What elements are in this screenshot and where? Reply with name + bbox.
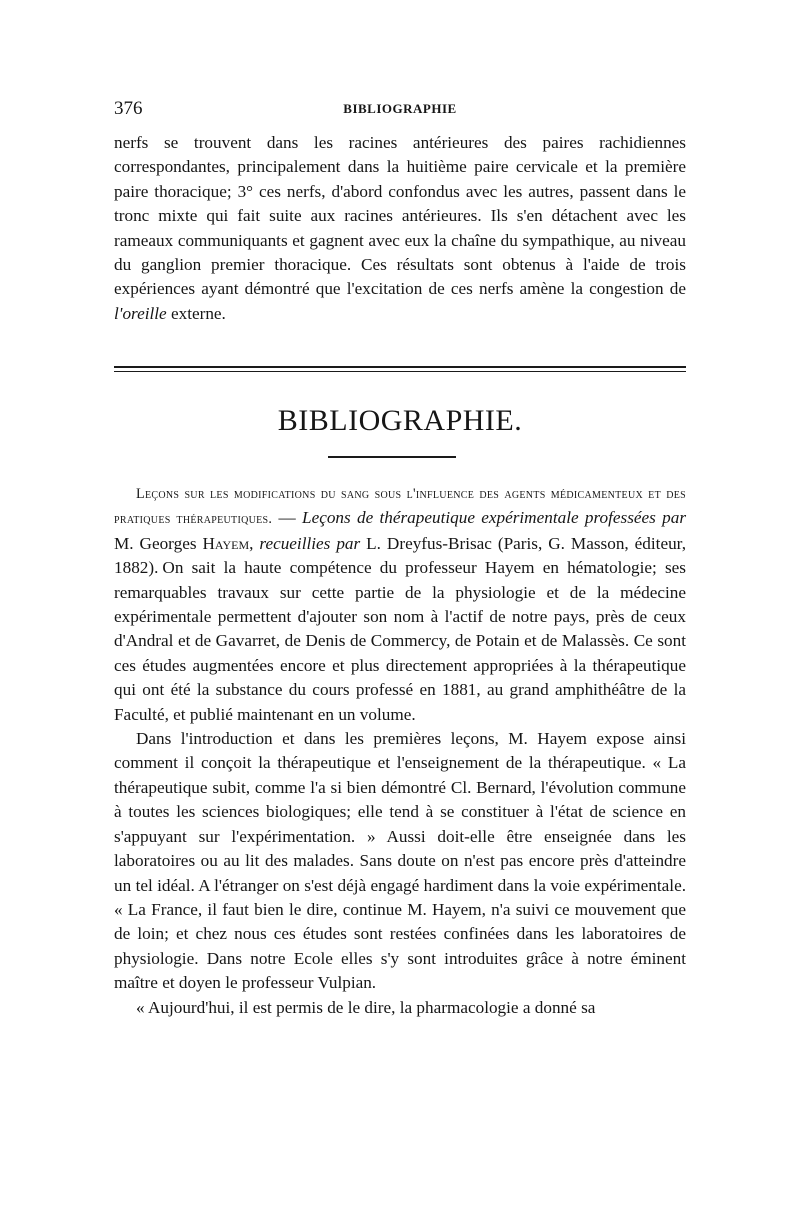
review-comma: , [249, 533, 260, 553]
carryover-paragraph [114, 131, 686, 326]
carryover-text-end: externe. [166, 303, 226, 323]
review-author-prefix: M. Georges [114, 533, 203, 553]
review-work-subtitle: Leçons de thérapeutique expérimentale professées par [302, 508, 687, 528]
book-review [114, 481, 686, 1020]
rule-thin [114, 371, 686, 372]
section-title: BIBLIOGRAPHIE. [277, 404, 523, 437]
review-collected-by: recueillies par [259, 533, 361, 553]
review-editor-publisher: L. Dreyfus-Brisac (Paris, G. Masson, éditeur, 1882). [114, 533, 687, 578]
short-rule-divider [328, 456, 456, 458]
review-dash: — [272, 508, 303, 528]
rule-thick [114, 366, 686, 368]
running-head [114, 98, 686, 122]
carryover-italic-term: l'oreille [114, 303, 167, 323]
review-paragraph-3: « Aujourd'hui, il est permis de le dire, la pharmacologie a donné sa [136, 997, 596, 1017]
double-rule-divider [114, 366, 686, 373]
review-work-title: Leçons sur les modifications du sang sous l'influence des agents médicamenteux et des pratiques thérapeutiques. [114, 486, 686, 528]
carryover-text [114, 131, 686, 326]
review-paragraph-2: Dans l'introduction et dans les premières leçons, M. Hayem expose ainsi comment il conçoit la thérapeutique et l'enseignement de la thérapeutique. « La thérapeutique subit, comme l'a si bien démontré Cl. Bernard, l'évolution commune à toutes les sciences biologiques; elle tend à se constituer à l'état de science en s'appuyant sur l'expérimentation. » Aussi doit-elle être enseignée dans les laboratoires ou au lit des malades. Sans doute on n'est pas encore près d'atteindre un tel idéal. A l'étranger on s'est déjà engagé hardiment dans la voie expérimentale. « La France, il faut bien le dire, continue M. Hayem, n'a suivi ce mouvement que de loin; et chez nous ces études sont restées confinées dans les laboratoires de physiologie. Dans notre Ecole elles s'y sont introduites grâce à notre éminent maître et doyen le professeur Vulpian. [114, 729, 686, 993]
review-paragraph-1: On sait la haute compétence du professeur Hayem en hématologie; ses remarquables travaux sur cette partie de la physiologie et de la médecine expérimentale permettent d'ajouter son nom à l'actif de notre pays, près de ceux d'Andral et de Gavarret, de Denis de Commercy, de Potain et de Malassès. Ce sont ces études augmentées encore et plus directement appropriées à la thérapeutique qui ont été la substance du cours professé en 1881, au grand amphithéâtre de la Faculté, et publié maintenant en un volume. [114, 558, 686, 724]
running-title: BIBLIOGRAPHIE [343, 101, 457, 116]
page-number: 376 [114, 98, 143, 119]
review-author-name: Hayem [202, 533, 250, 553]
carryover-text-main: nerfs se trouvent dans les racines antérieures des paires rachidiennes correspondantes, principalement dans la huitième paire cervicale et la première paire thoracique; 3° ces nerfs, d'abord confondus avec les autres, passent dans le tronc mixte qui fait suite aux racines antérieures. Ils s'en détachent avec les rameaux communiquants et gagnent avec eux la chaîne du sympathique, au niveau du ganglion premier thoracique. Ces résultats sont obtenus à l'aide de trois expériences ayant démontré que l'excitation de ces nerfs amène la congestion de [114, 133, 686, 299]
review-citation [114, 481, 686, 727]
